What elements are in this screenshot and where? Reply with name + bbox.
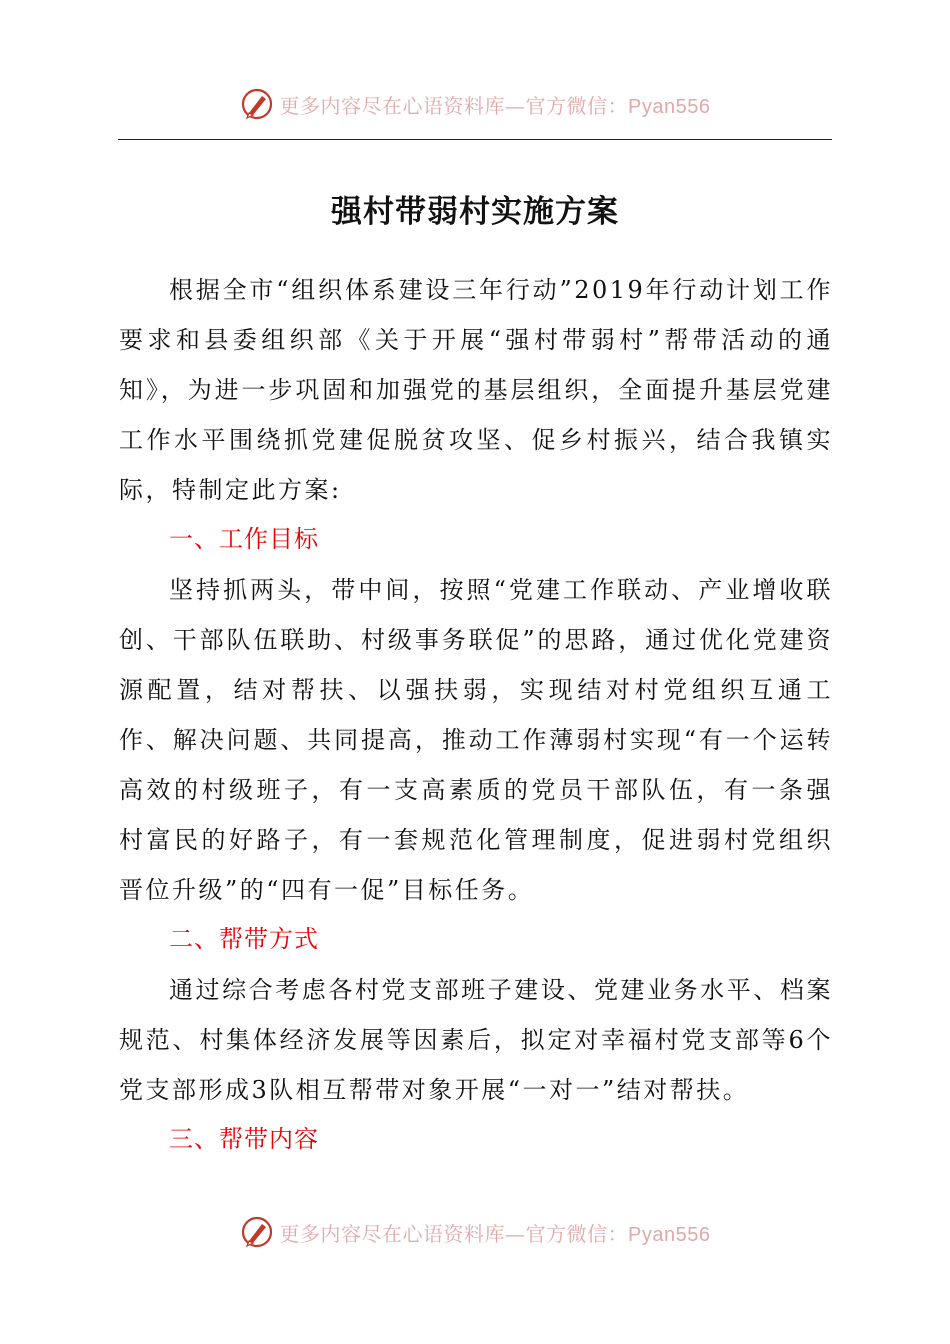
header-banner-text <box>280 90 711 119</box>
header-wechat-id: Pyan556 <box>628 95 711 118</box>
footer-banner-label: 更多内容尽在心语资料库—官方微信： <box>279 1221 629 1246</box>
footer-banner-text <box>280 1218 711 1247</box>
header-banner <box>0 82 950 126</box>
section-heading-method: 二、帮带方式 <box>169 926 319 953</box>
document-body <box>119 265 833 1165</box>
section-body-goals: 坚持抓两头，带中间，按照“党建工作联动、产业增收联创、干部队伍联助、村级事务联促”的思路，通过优化党建资源配置，结对帮扶、以强扶弱，实现结对村党组织互通工作、解决问题、共同提高，推动工作薄弱村实现“有一个运转高效的村级班子，有一支高素质的党员干部队伍，有一条强村富民的好路子，有一套规范化管理制度，促进弱村党组织晋位升级”的“四有一促”目标任务。 <box>119 576 833 904</box>
section-heading-content: 三、帮带内容 <box>169 1126 319 1153</box>
intro-paragraph: 根据全市“组织体系建设三年行动”2019年行动计划工作要求和县委组织部《关于开展“强村带弱村”帮带活动的通知》，为进一步巩固和加强党的基层组织，全面提升基层党建工作水平围绕抓党建促脱贫攻坚、促乡村振兴，结合我镇实际，特制定此方案: <box>119 276 833 504</box>
pen-logo-icon <box>240 87 274 121</box>
header-banner-label: 更多内容尽在心语资料库—官方微信： <box>279 93 629 118</box>
header-divider <box>118 139 832 140</box>
pen-logo-icon <box>240 1215 274 1249</box>
footer-wechat-id: Pyan556 <box>628 1223 711 1246</box>
section-body-method: 通过综合考虑各村党支部班子建设、党建业务水平、档案规范、村集体经济发展等因素后，拟定对幸福村党支部等6个党支部形成3队相互帮带对象开展“一对一”结对帮扶。 <box>119 976 833 1104</box>
footer-banner <box>0 1210 950 1254</box>
document-title: 强村带弱村实施方案 <box>331 194 619 230</box>
section-heading-goals: 一、工作目标 <box>169 526 319 553</box>
